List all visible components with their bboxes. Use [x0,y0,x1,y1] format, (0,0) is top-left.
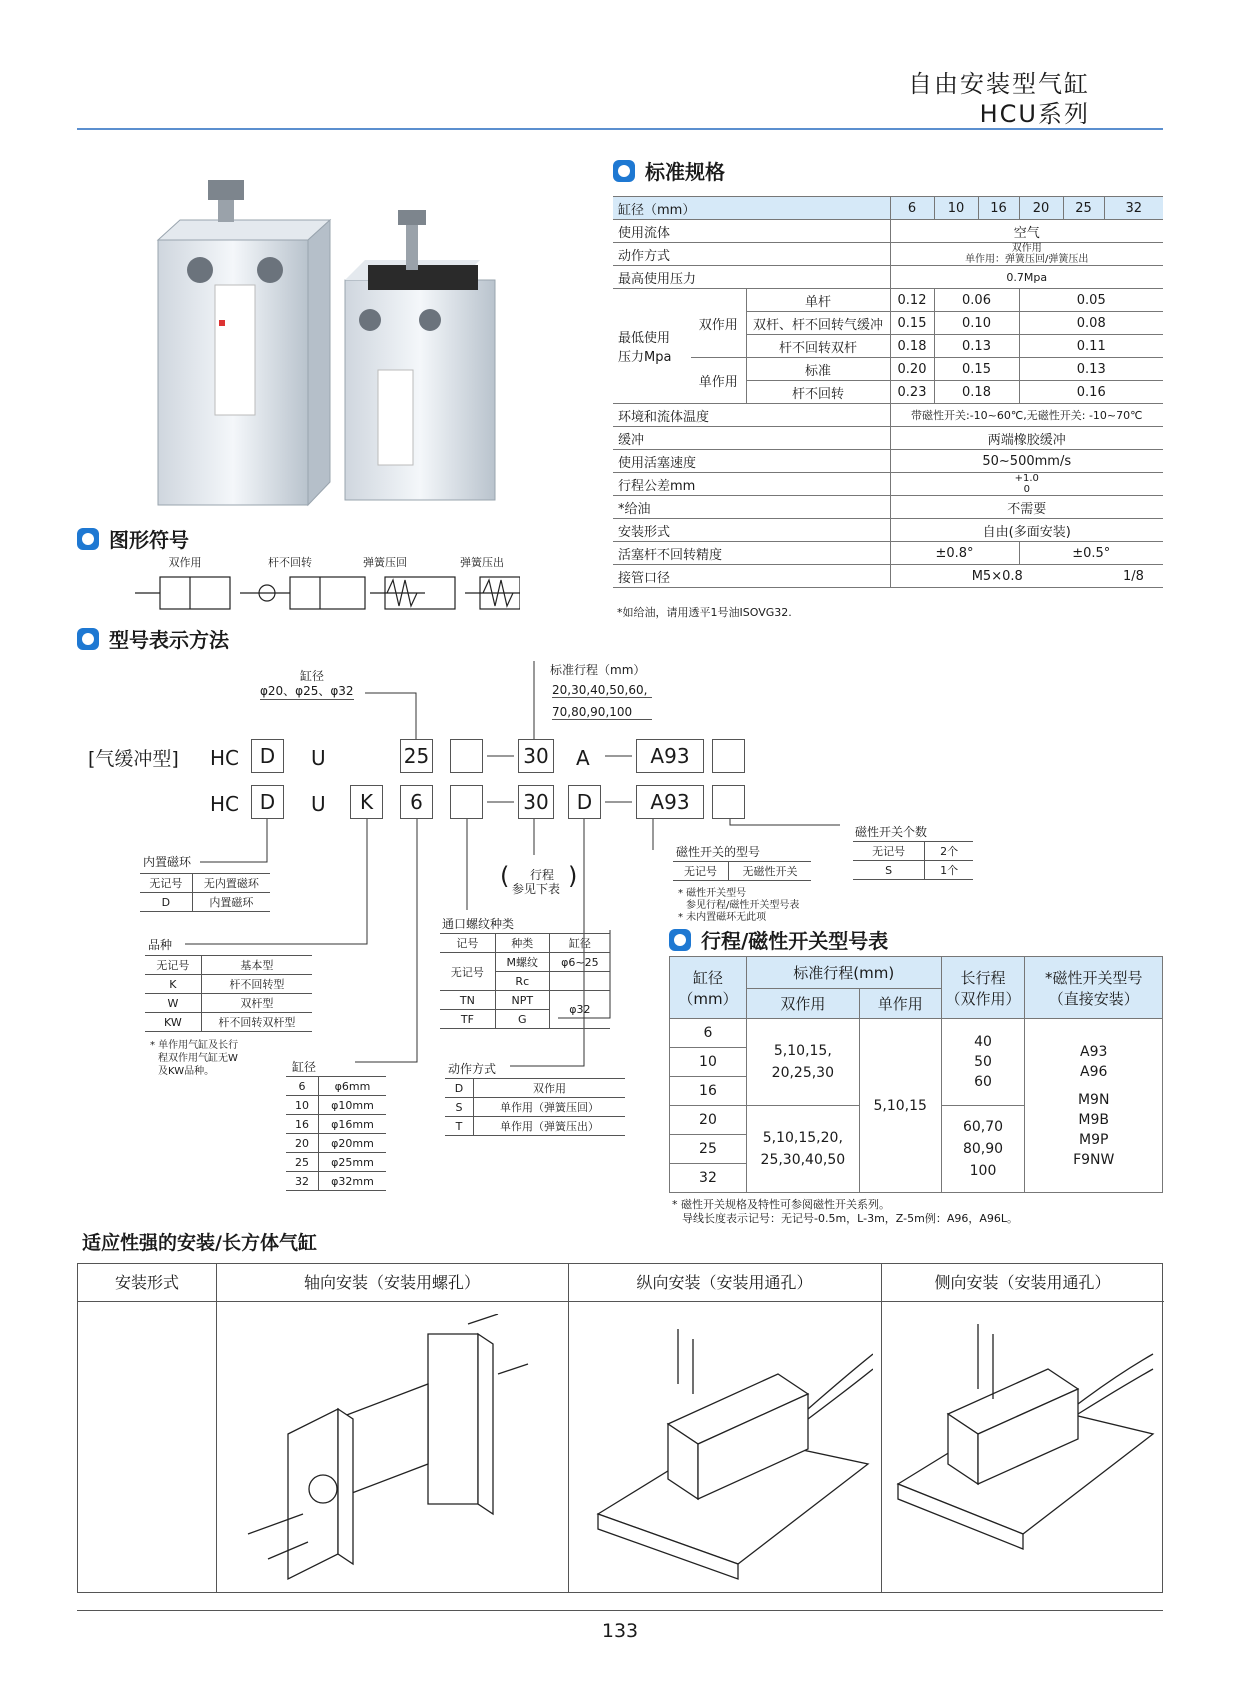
cell: KW [145,1013,201,1032]
cell: φ16mm [318,1115,386,1134]
spec-label: 使用活塞速度 [613,450,890,473]
spec-value: 0.11 [1019,335,1163,358]
variety-note: 及KW品种。 [158,1066,215,1077]
port-table [440,933,610,1029]
spec-value: 0.05 [1019,289,1163,312]
spec-value: 双作用 [1011,243,1042,254]
long-stroke: 60 [974,1074,992,1090]
long-stroke: 100 [969,1163,997,1179]
spec-value: 0.10 [934,312,1019,335]
bullet-icon [613,160,635,182]
spec-label: 最高使用压力 [613,266,890,289]
symbol-label: 杆不回转 [268,556,312,569]
spec-label: 使用流体 [613,220,890,243]
action-title: 动作方式 [448,1062,497,1076]
spec-label: 最低使用 [618,331,671,346]
spec-value: 0.18 [890,335,934,358]
th-long: 长行程 [960,968,1006,987]
mount-header: 轴向安装（安装用螺孔） [216,1264,568,1302]
cell: 无记号 [673,862,729,881]
spec-sublabel: 单杆 [746,289,890,312]
cell: D [140,893,192,912]
cell: G [495,1010,549,1029]
divider [216,1264,217,1592]
switch-model: M9N [1077,1091,1110,1108]
count-title: 磁性开关个数 [855,825,928,839]
cell: φ6mm [318,1077,386,1096]
spec-label: 接管口径 [613,565,890,588]
spec-value: 空气 [890,220,1163,243]
cell: 32 [286,1172,318,1191]
cell: 内置磁环 [192,893,270,912]
side-mount-drawing [888,1314,1158,1584]
spec-value: 0.06 [934,289,1019,312]
code-box: 30 [518,739,554,773]
cell: 无记号 [145,956,201,975]
cell: φ32 [549,991,610,1029]
spec-sublabel: 双杆、杆不回转气缓冲 [746,312,890,335]
th-long: （双作用） [945,989,1021,1008]
bore-cell: 16 [670,1077,747,1106]
bore-cell: 32 [1104,197,1163,220]
bore-cell: 20 [670,1106,747,1135]
variety-title: 品种 [148,938,173,952]
page-number: 133 [601,1620,639,1642]
bore-cell: 20 [1019,197,1063,220]
code-a: A [576,746,590,770]
switch-model: M9B [1078,1111,1109,1128]
code-box: D [568,785,601,819]
mount-table [77,1263,1163,1593]
mount-header: 侧向安装（安装用通孔） [881,1264,1164,1302]
port-title: 通口螺纹种类 [442,917,515,931]
variety-note: 程双作用气缸无W [158,1053,238,1064]
switch-title: 磁性开关的型号 [676,845,761,859]
spec-title-text: 标准规格 [645,160,725,184]
bore2-table [286,1076,386,1191]
cell: 20 [286,1134,318,1153]
cell: W [145,994,201,1013]
code-box: A93 [636,785,704,819]
spec-value: 两端橡胶缓冲 [890,427,1163,450]
code-box [450,785,483,819]
th-single: 单作用 [859,989,941,1019]
spec-label: 压力Mpa [618,350,672,365]
code-hc: HC [210,792,240,816]
bullet-icon [77,528,99,550]
cell: φ32mm [318,1172,386,1191]
spec-value: 0.13 [1019,358,1163,381]
cell: 缸径 [549,934,610,953]
switch-model: A93 [1080,1043,1108,1060]
mount-header: 安装形式 [78,1264,216,1302]
code-box: 30 [518,785,554,819]
th-bore: 缸径（mm） [670,957,747,1019]
cell: 无记号 [140,874,192,893]
bullet-icon [77,628,99,650]
cell: 基本型 [201,956,312,975]
stroke-values: 5,10,15, [773,1043,832,1059]
mount-header: 纵向安装（安装用通孔） [568,1264,881,1302]
longitudinal-mount-drawing [578,1314,873,1584]
spec-value: 0.12 [890,289,934,312]
mount-section-title: 适应性强的安装/长方体气缸 [82,1232,317,1254]
stroke-note: 参见下表 [512,882,561,896]
th-std-stroke: 标准行程(mm) [746,957,941,989]
cell: M螺纹 [495,953,549,972]
cell: φ20mm [318,1134,386,1153]
bore-cell: 6 [890,197,934,220]
spec-label: 行程公差mm [613,473,890,496]
bore2-title: 缸径 [292,1060,317,1074]
cell: TF [440,1010,495,1029]
cell: 种类 [495,934,549,953]
paren-open: ( [500,862,510,890]
spec-value: 单作用：弹簧压回/弹簧压出 [965,254,1089,265]
bore-cell: 16 [978,197,1019,220]
std-stroke-values: 70,80,90,100 [552,705,652,720]
symbol-label: 弹簧压出 [460,556,504,569]
long-stroke: 60,70 [962,1119,1004,1135]
code-u: U [311,746,326,770]
bore-cell: 32 [670,1164,747,1193]
spec-value: 50~500mm/s [890,450,1163,473]
model-title-text: 型号表示方法 [109,628,229,652]
stroke-values: 5,10,15,20, [762,1130,843,1146]
th-switch: *磁性开关型号 [1044,968,1143,987]
cell: 双杆型 [201,994,312,1013]
spec-label: 环境和流体温度 [613,404,890,427]
spec-value: 0 [1023,484,1030,495]
bore-cell: 25 [1063,197,1104,220]
spec-value: M5×0.8 [890,565,1104,588]
cell: TN [440,991,495,1010]
spec-value: 0.18 [934,381,1019,404]
spec-sublabel: 单作用 [691,358,746,404]
cell: D [445,1079,474,1098]
cell: 无记号 [853,842,925,861]
header-rule [77,128,1163,130]
code-u: U [311,792,326,816]
cell: 无内置磁环 [192,874,270,893]
cell: 无磁性开关 [729,862,811,881]
symbol-title-text: 图形符号 [109,528,189,552]
switch-note: * 未内置磁环无此项 [678,912,767,923]
th-double: 双作用 [746,989,859,1019]
action-table [445,1078,625,1136]
switch-model: M9P [1078,1131,1109,1148]
switch-model: A96 [1080,1063,1108,1080]
cell: 10 [286,1096,318,1115]
cell [549,972,610,991]
bullet-icon [669,929,691,951]
switch-table [673,861,811,881]
std-stroke-title: 标准行程（mm） [550,663,646,677]
code-hc: HC [210,746,240,770]
code-box [450,739,483,773]
magnet-table [140,873,270,912]
stroke-title-text: 行程/磁性开关型号表 [701,929,889,953]
spec-section-title [613,156,725,185]
axial-mount-drawing [228,1314,558,1584]
bore-cell: 10 [934,197,978,220]
spec-value: ±0.8° [890,542,1019,565]
model-prefix: [气缓冲型] [88,748,179,770]
cell: 单作用（弹簧压回） [474,1098,626,1117]
cell: 记号 [440,934,495,953]
cell: φ25mm [318,1153,386,1172]
cell: 杆不回转双杆型 [201,1013,312,1032]
bore-cell: 10 [670,1048,747,1077]
divider [568,1264,569,1592]
switch-model: F9NW [1073,1151,1115,1168]
code-box: D [251,785,284,819]
spec-value: 0.08 [1019,312,1163,335]
cell: 1个 [925,861,973,880]
cell: 无记号 [440,953,495,991]
footer-rule [77,1610,1163,1611]
divider [881,1264,882,1592]
std-stroke-values: 20,30,40,50,60, [552,683,652,698]
cell: 杆不回转型 [201,975,312,994]
spec-label: 安装形式 [613,519,890,542]
spec-value: 带磁性开关:-10~60℃,无磁性开关: -10~70℃ [890,404,1163,427]
spec-label: 动作方式 [613,243,890,266]
cell: φ6~25 [549,953,610,972]
long-stroke: 40 [974,1034,992,1050]
long-stroke: 50 [974,1054,992,1070]
cell: 25 [286,1153,318,1172]
cell: 6 [286,1077,318,1096]
bore-note-title: 缸径 [300,669,325,683]
magnet-title: 内置磁环 [143,855,192,869]
cylinder-symbols [135,572,520,617]
symbol-section-title [77,524,189,553]
spec-value: 0.7Mpa [890,266,1163,289]
cell: 双作用 [474,1079,626,1098]
stroke-values: 20,25,30 [771,1065,834,1081]
spec-value: 自由(多面安装) [890,519,1163,542]
variety-note: * 单作用气缸及长行 [150,1040,239,1051]
switch-note: 参见行程/磁性开关型号表 [686,900,800,911]
spec-label: *给油 [613,496,890,519]
spec-label: 活塞杆不回转精度 [613,542,890,565]
code-box: 6 [400,785,433,819]
spec-value: 0.23 [890,381,934,404]
switch-note: * 磁性开关型号 [678,888,747,899]
spec-value: +1.0 [1014,473,1039,484]
code-box [712,785,745,819]
cell: 单作用（弹簧压出） [474,1117,626,1136]
cell: S [445,1098,474,1117]
spec-value: 0.15 [890,312,934,335]
model-section-title [77,624,229,653]
cell: T [445,1117,474,1136]
spec-sublabel: 杆不回转双杆 [746,335,890,358]
header-title: 自由安装型气缸 [908,70,1090,98]
long-stroke: 80,90 [962,1141,1004,1157]
variety-table [145,955,312,1032]
code-box: 25 [400,739,433,773]
th-switch: （直接安装） [1048,989,1139,1008]
spec-value: 不需要 [890,496,1163,519]
spec-note: *如给油，请用透平1号油ISOVG32. [617,606,792,619]
stroke-values: 5,10,15 [859,1019,941,1193]
code-box [712,739,745,773]
stroke-values: 25,30,40,50 [760,1152,846,1168]
spec-sublabel: 杆不回转 [746,381,890,404]
product-photo [140,170,520,510]
stroke-note: 行程 [530,868,555,882]
stroke-section-title [669,925,888,954]
stroke-note: * 磁性开关规格及特性可参阅磁性开关系列。 [672,1198,890,1211]
symbol-label: 弹簧压回 [363,556,407,569]
code-box: K [350,785,383,819]
code-box: D [251,739,284,773]
header-series: HCU系列 [979,100,1090,128]
spec-bore-label: 缸径（mm） [613,197,890,220]
spec-value: 0.15 [934,358,1019,381]
spec-label: 缓冲 [613,427,890,450]
spec-sublabel: 双作用 [691,289,746,358]
spec-value: 0.13 [934,335,1019,358]
code-box: A93 [636,739,704,773]
spec-table [613,196,1163,588]
spec-sublabel: 标准 [746,358,890,381]
cell: Rc [495,972,549,991]
cell: S [853,861,925,880]
bore-note-values: φ20、φ25、φ32 [260,684,354,698]
spec-value: ±0.5° [1019,542,1163,565]
cell: K [145,975,201,994]
symbol-label: 双作用 [168,556,202,569]
cell: φ10mm [318,1096,386,1115]
bore-cell: 25 [670,1135,747,1164]
cell: 2个 [925,842,973,861]
spec-value: 1/8 [1104,565,1163,588]
count-table [853,841,973,880]
stroke-switch-table [669,956,1163,1193]
spec-value: 0.16 [1019,381,1163,404]
paren-close: ) [568,862,578,890]
stroke-note: 导线长度表示记号：无记号-0.5m，L-3m，Z-5m例：A96，A96L。 [682,1212,1018,1225]
cell: 16 [286,1115,318,1134]
bore-cell: 6 [670,1019,747,1048]
cell: NPT [495,991,549,1010]
spec-value: 0.20 [890,358,934,381]
